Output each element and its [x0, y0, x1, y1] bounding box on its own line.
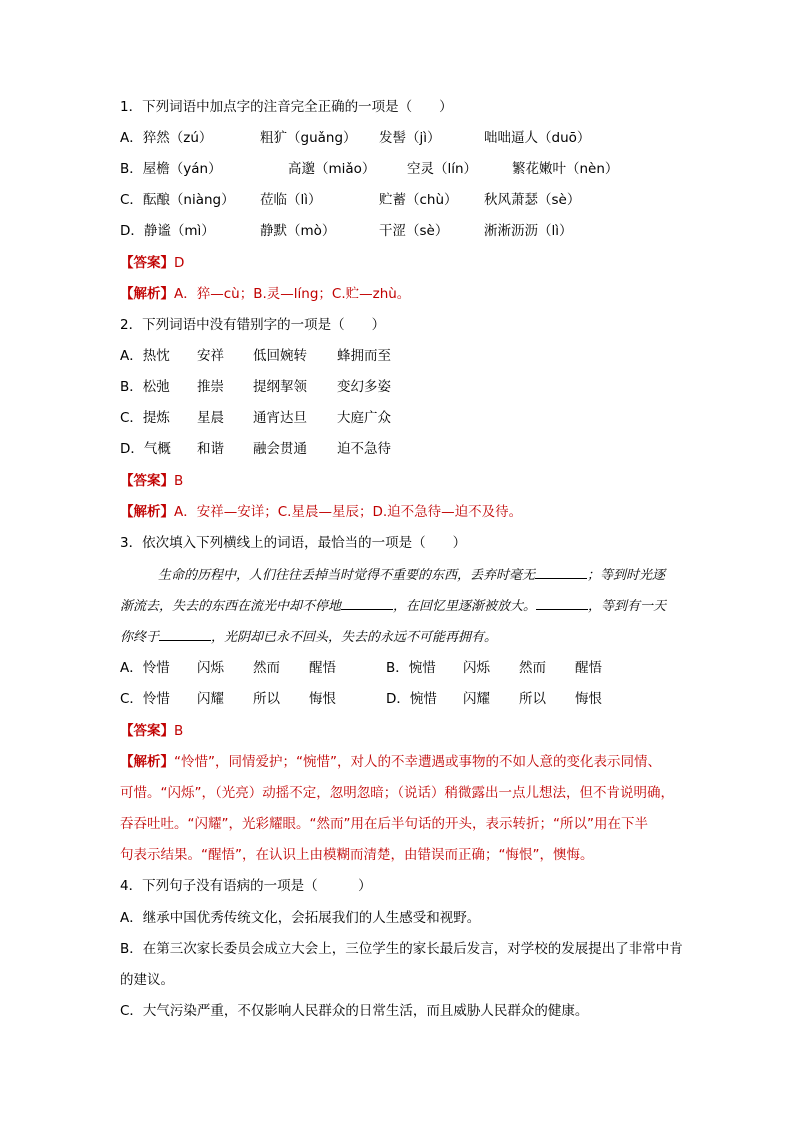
q2-c-2: 星晨: [197, 410, 224, 426]
q1-analysis: [120, 284, 410, 304]
q1-b-1: B．屋檐（yán）: [120, 161, 222, 177]
q1-option-a: [120, 128, 680, 148]
q2-b-3: 提纲挈领: [253, 379, 307, 395]
passage-text: ，光阴却已永不回头，失去的永远不可能再拥有。: [211, 630, 498, 645]
q2-option-b: [120, 377, 520, 397]
q1-a-3: 发髻（jì）: [379, 130, 441, 146]
q3-analysis-line-2: 可惜。“闪烁”，（光亮）动摇不定，忽明忽暗；（说话）稍微露出一点儿想法，但不肯说明确，: [120, 785, 674, 801]
q2-c-4: 大庭广众: [337, 410, 391, 426]
answer-tag: 【答案】: [120, 255, 174, 271]
passage-text: ；等到时光逐: [587, 568, 666, 583]
q3-c-1: C．怜惜: [120, 691, 170, 707]
q3-a-1: A．怜惜: [120, 660, 170, 676]
q2-stem: 2．下列词语中没有错别字的一项是（ ）: [120, 317, 386, 333]
q4-option-a: A．继承中国优秀传统文化，会拓展我们的人生感受和视野。: [120, 910, 481, 926]
fill-blank: [535, 565, 587, 579]
q1-b-3: 空灵（lín）: [407, 161, 478, 177]
q2-d-1: D．气概: [120, 441, 171, 457]
fill-blank: [159, 627, 211, 641]
passage-text: ，等到有一天: [588, 599, 667, 614]
analysis-text: A．安祥—安详；C.星晨—星辰；D.迫不急待—迫不及待。: [174, 504, 523, 520]
q1-a-4: 咄咄逼人（duō）: [484, 130, 591, 146]
q3-stem: 3．依次填入下列横线上的词语，最恰当的一项是（ ）: [120, 535, 467, 551]
q1-a-1: A．猝然（zú）: [120, 130, 213, 146]
q2-a-4: 蜂拥而至: [337, 348, 391, 364]
q3-options-row-1: [120, 658, 680, 678]
q3-answer: [120, 721, 183, 741]
q4-option-b-cont: 的建议。: [120, 972, 174, 988]
q2-analysis: [120, 502, 522, 522]
q1-c-4: 秋风萧瑟（sè）: [484, 192, 581, 208]
q3-passage-line-1: [158, 565, 665, 586]
q1-d-4: 淅淅沥沥（lì）: [484, 223, 573, 239]
passage-text: 渐流去，失去的东西在流光中却不停地: [120, 599, 342, 614]
q1-c-1: C．酝酿（niàng）: [120, 192, 235, 208]
q3-c-4: 悔恨: [309, 691, 336, 707]
q2-a-3: 低回婉转: [253, 348, 307, 364]
q3-c-2: 闪耀: [197, 691, 224, 707]
q1-d-1: D．静谧（mì）: [120, 223, 215, 239]
q2-a-2: 安祥: [197, 348, 224, 364]
q3-b-3: 然而: [519, 660, 546, 676]
q2-option-a: [120, 346, 520, 366]
q3-analysis-line-4: 句表示结果。“醒悟”，在认识上由模糊而清楚，由错误而正确；“悔恨”，懊悔。: [120, 847, 594, 863]
answer-value: B: [174, 723, 184, 739]
q3-c-3: 所以: [253, 691, 280, 707]
passage-text: 你终于: [120, 630, 160, 645]
q2-d-2: 和谐: [197, 441, 224, 457]
q2-b-4: 变幻多姿: [337, 379, 391, 395]
analysis-tag: 【解析】: [120, 754, 174, 770]
q1-b-2: 高邈（miǎo）: [288, 161, 376, 177]
analysis-text: “怜惜”，同情爱护；“惋惜”，对人的不幸遭遇或事物的不如人意的变化表示同情、: [174, 754, 661, 770]
analysis-text: A．猝—cù；B.灵—líng；C.贮—zhù。: [174, 286, 411, 302]
q1-option-b: [120, 159, 680, 179]
q3-b-4: 醒悟: [575, 660, 602, 676]
q3-d-4: 悔恨: [575, 691, 602, 707]
q3-analysis-line-1: [120, 752, 661, 772]
answer-tag: 【答案】: [120, 473, 174, 489]
q3-b-2: 闪烁: [463, 660, 490, 676]
q3-a-2: 闪烁: [197, 660, 224, 676]
fill-blank: [536, 596, 588, 610]
q2-c-1: C．提炼: [120, 410, 170, 426]
q3-analysis-line-3: 吞吞吐吐。“闪耀”，光彩耀眼。“然而”用在后半句话的开头，表示转折；“所以”用在下半: [120, 816, 648, 832]
q3-options-row-2: [120, 689, 680, 709]
q3-d-1: D．惋惜: [386, 691, 437, 707]
passage-text: 生命的历程中，人们往往丢掉当时觉得不重要的东西，丢弃时毫无: [158, 568, 536, 583]
q1-a-2: 粗犷（guǎng）: [260, 130, 357, 146]
passage-text: ，在回忆里逐渐被放大。: [393, 599, 537, 614]
q4-option-b: B．在第三次家长委员会成立大会上，三位学生的家长最后发言，对学校的发展提出了非常中肯: [120, 941, 683, 957]
q2-option-c: [120, 408, 520, 428]
answer-tag: 【答案】: [120, 723, 174, 739]
q2-answer: [120, 471, 183, 491]
q2-option-d: [120, 439, 520, 459]
q2-c-3: 通宵达旦: [253, 410, 307, 426]
q1-stem: 1．下列词语中加点字的注音完全正确的一项是（ ）: [120, 99, 453, 115]
q1-option-d: [120, 221, 680, 241]
q1-d-2: 静默（mò）: [260, 223, 336, 239]
q1-d-3: 干涩（sè）: [379, 223, 449, 239]
q4-stem: 4．下列句子没有语病的一项是（ ）: [120, 878, 372, 894]
fill-blank: [341, 596, 393, 610]
q3-d-3: 所以: [519, 691, 546, 707]
q2-b-2: 推崇: [197, 379, 224, 395]
q2-b-1: B．松弛: [120, 379, 170, 395]
q3-a-4: 醒悟: [309, 660, 336, 676]
analysis-tag: 【解析】: [120, 504, 174, 520]
q3-b-1: B．惋惜: [386, 660, 436, 676]
q2-d-3: 融会贯通: [253, 441, 307, 457]
q1-c-2: 莅临（lì）: [260, 192, 322, 208]
q1-b-4: 繁花嫩叶（nèn）: [512, 161, 619, 177]
q3-passage-line-2: [120, 596, 666, 617]
q3-d-2: 闪耀: [463, 691, 490, 707]
q1-c-3: 贮蓄（chù）: [379, 192, 458, 208]
answer-value: B: [174, 473, 184, 489]
q2-a-1: A．热忱: [120, 348, 170, 364]
q3-passage-line-3: [120, 627, 497, 648]
q2-d-4: 迫不急待: [337, 441, 391, 457]
answer-value: D: [174, 255, 185, 271]
q1-option-c: [120, 190, 680, 210]
analysis-tag: 【解析】: [120, 286, 174, 302]
q3-a-3: 然而: [253, 660, 280, 676]
q4-option-c: C．大气污染严重，不仅影响人民群众的日常生活，而且威胁人民群众的健康。: [120, 1003, 589, 1019]
q1-answer: [120, 253, 184, 273]
